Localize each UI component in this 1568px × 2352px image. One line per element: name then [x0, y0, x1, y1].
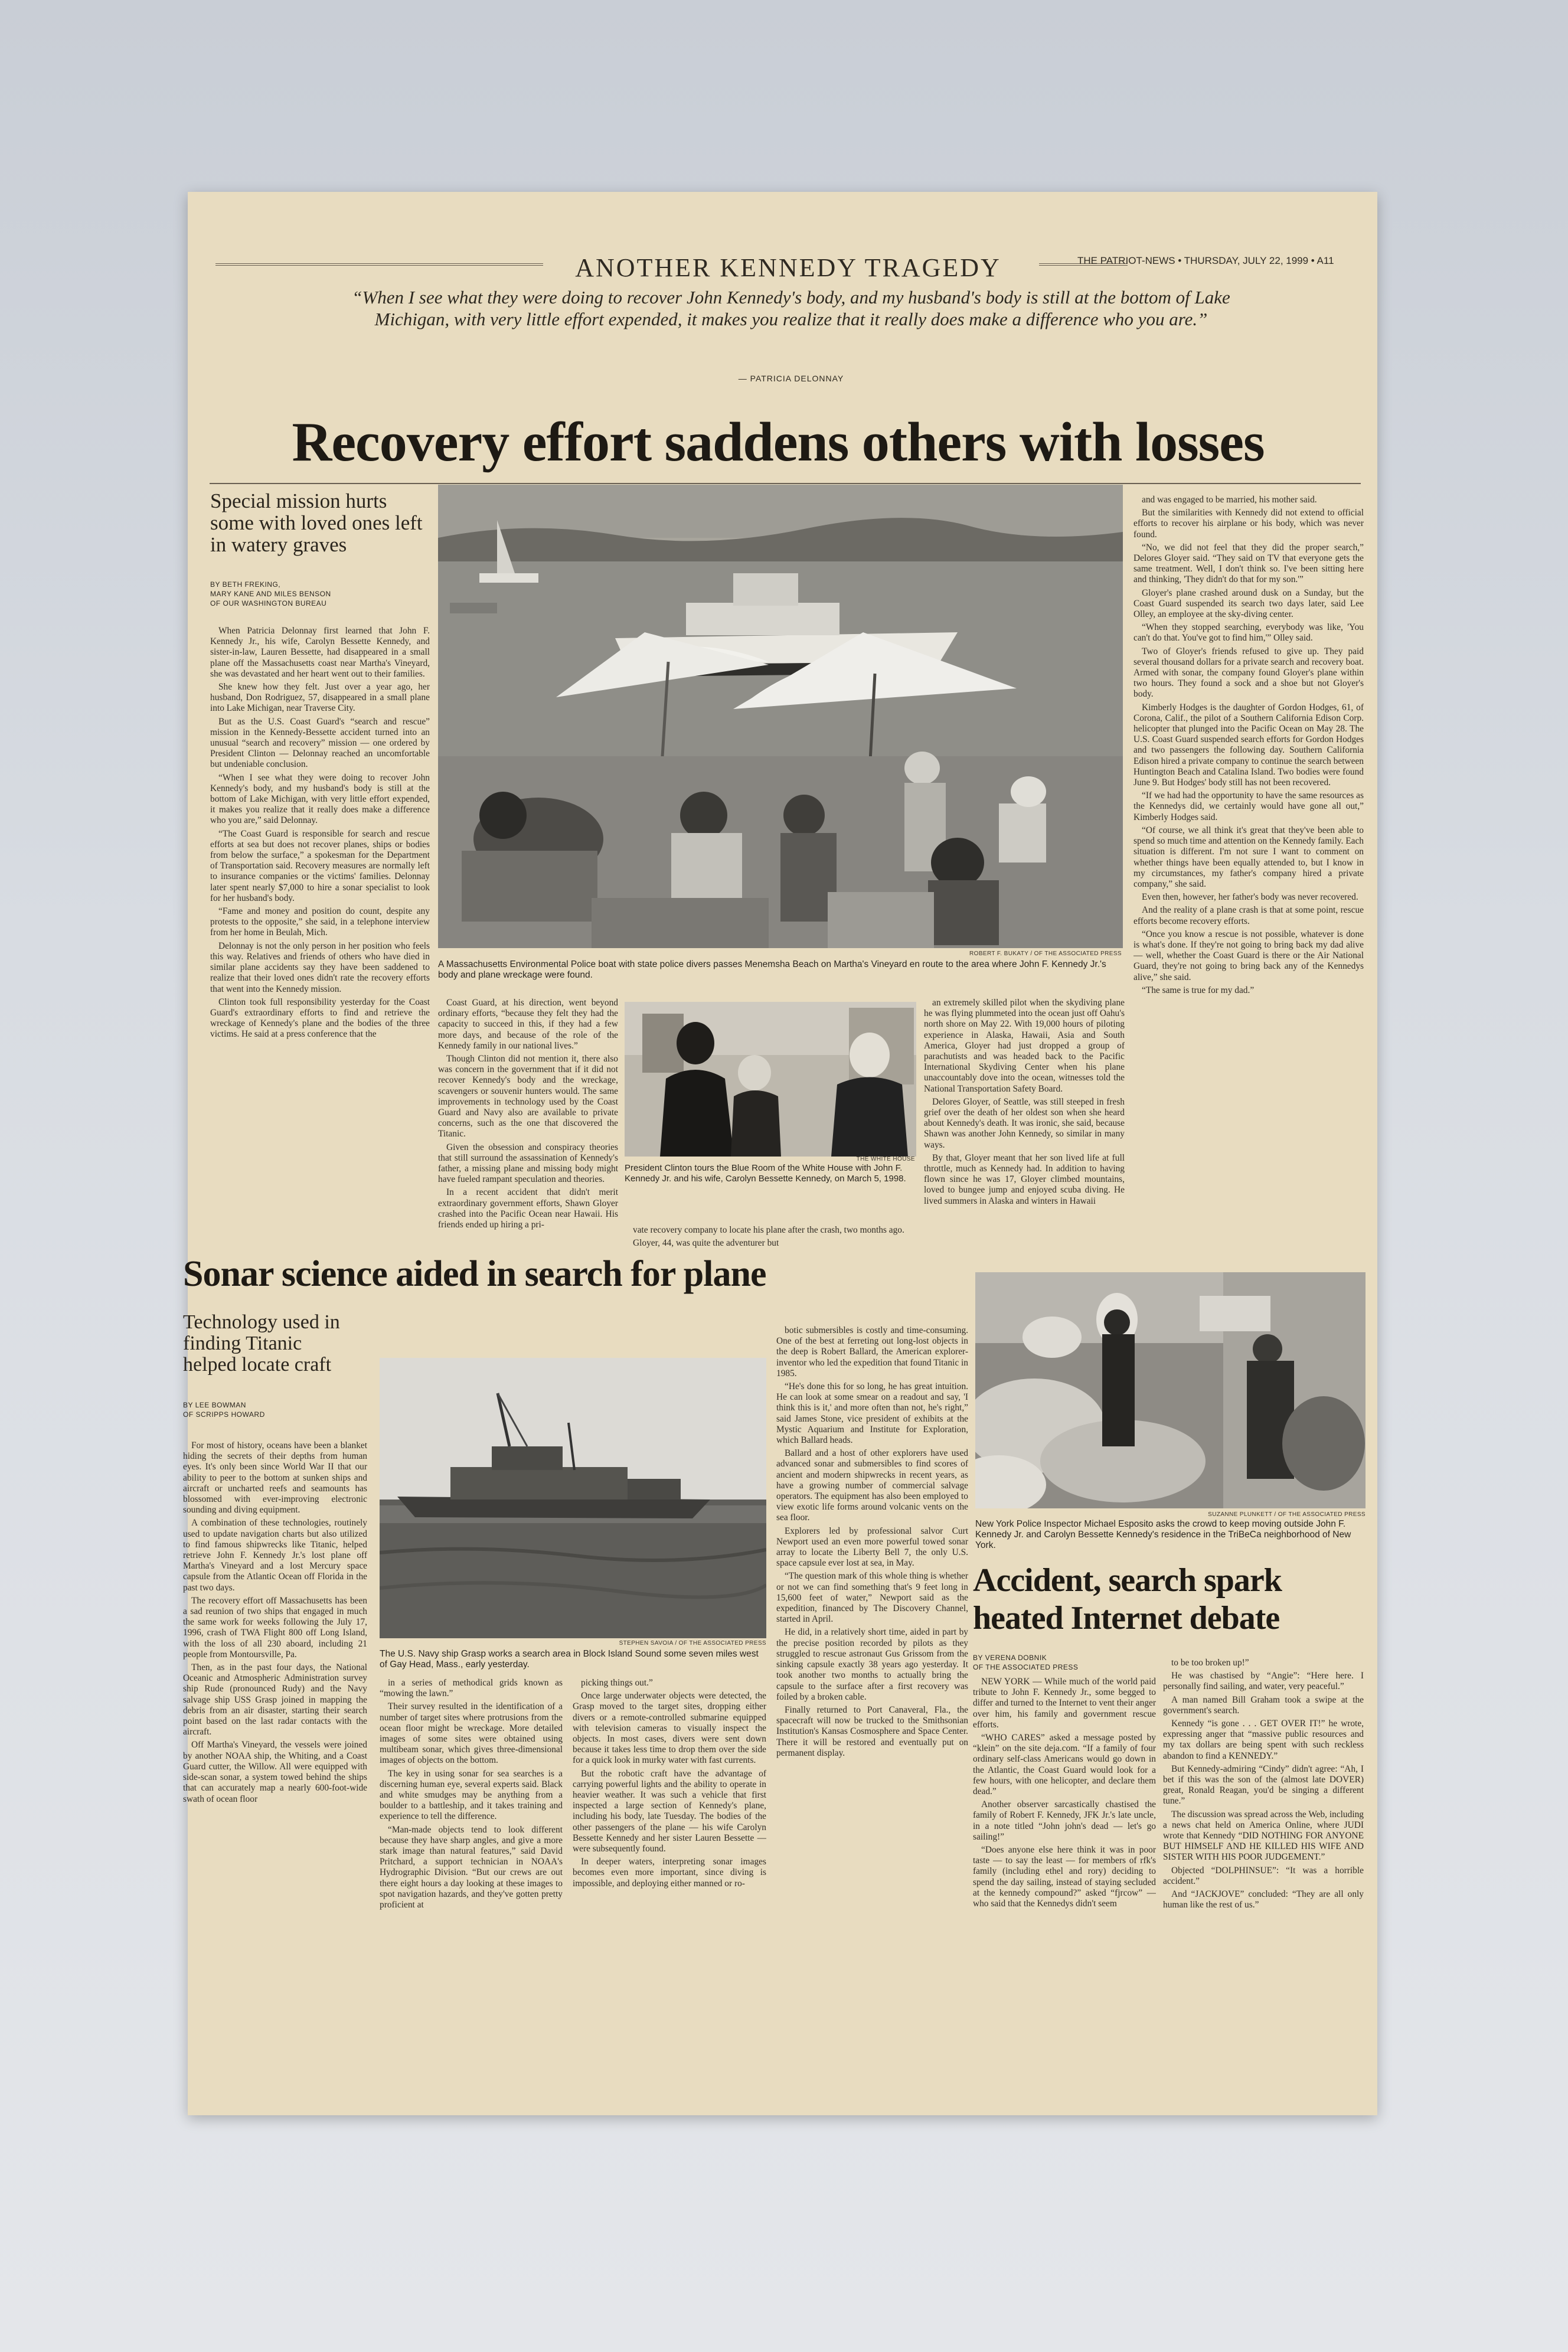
- body-paragraph: “Once you know a rescue is not possible, whatever is done is what's done. If they're not going to bring back my dad alive — well, whether the Coast Guard is there or the Air National Guard, they're not going to bring back any of the Kennedys alive,” she said.: [1133, 929, 1364, 982]
- body-paragraph: in a series of methodical grids known as “mowing the lawn.”: [380, 1678, 563, 1699]
- body-paragraph: In deeper waters, interpreting sonar images becomes even more important, since diving is impossible, and deploying either manned or ro-: [573, 1857, 766, 1889]
- body-paragraph: Ballard and a host of other explorers have used advanced sonar and submersibles to find scores of ancient and modern shipwrecks in recent years, as have a growing number of commercial salvage operators. The equipment has also been employed to view exotic life forms around volcanic vents on the sea floor.: [776, 1448, 968, 1523]
- byline-line: BY BETH FREKING,: [210, 580, 281, 589]
- banner-rule-left: [215, 263, 543, 266]
- headline-rule: [210, 483, 1361, 484]
- headline-line: heated Internet debate: [973, 1600, 1280, 1636]
- body-paragraph: She knew how they felt. Just over a year ago, her husband, Don Rodriguez, 57, disappeared in a small plane into Lake Michigan, near Traverse City.: [210, 682, 430, 714]
- story3-column-1: [973, 1677, 1156, 2054]
- story1-middle-column-3: [924, 998, 1125, 1263]
- story2-left-column: [183, 1440, 367, 2054]
- headline-internet-debate: [973, 1562, 1363, 1637]
- body-paragraph: “Man-made objects tend to look different because they have sharp angles, and give a more stark image than natural features,” said David Pritchard, a support technician in NOAA's Hydrographic Division. “But our crews are out there eight hours a day looking at these images to spot navigation hazards, and they've gotten pretty proficient at: [380, 1824, 563, 1910]
- body-paragraph: Even then, however, her father's body was never recovered.: [1142, 892, 1358, 903]
- body-paragraph: “Of course, we all think it's great that they've been able to spend so much time and attention on the Kennedy family. Each situation is different. I'm not sure I want to comment on whether things have been equally attended to, but I know in my circumstances, my father's company hired a private company,” she said.: [1133, 825, 1364, 889]
- photo1-credit: ROBERT F. BUKATY / OF THE ASSOCIATED PRESS: [969, 950, 1122, 957]
- body-paragraph: picking things out.”: [581, 1678, 653, 1688]
- body-paragraph: and was engaged to be married, his mother said.: [1142, 495, 1317, 505]
- story2-column-3: [573, 1678, 766, 2056]
- byline-line: BY LEE BOWMAN: [183, 1401, 246, 1409]
- page-folio: THE PATRIOT-NEWS • THURSDAY, JULY 22, 1999 • A11: [1077, 255, 1334, 266]
- story1-left-column: [210, 626, 430, 1266]
- body-paragraph: “The question mark of this whole thing is whether or not we can find something that's 9 feet long in 15,600 feet of water,” Newport said as the expedition, financed by The Discovery Channel, started in April.: [776, 1571, 968, 1625]
- story3-byline: [973, 1653, 1150, 1672]
- body-paragraph: “Fame and money and position do count, despite any protests to the opposite,” she said, in a telephone interview from her home in Beulah, Mich.: [210, 906, 430, 938]
- crowd-photo-credit: SUZANNE PLUNKETT / OF THE ASSOCIATED PRESS: [1208, 1511, 1366, 1518]
- body-paragraph: an extremely skilled pilot when the skydiving plane he was flying plummeted into the ocean just off Oahu's north shore on May 22. With 19,000 hours of piloting experience in Alaska, Hawaii, Asia and South America, Gloyer had just dropped a group of parachutists and was headed back to the Pacific International Skydiving Center when his plane unaccountably dove into the ocean, witnesses told the National Transportation Safety Board.: [924, 998, 1125, 1094]
- body-paragraph: He did, in a relatively short time, aided in part by the precise position recorded by pilots as they struggled to rescue astronaut Gus Grissom from the sinking capsule exactly 38 years ago yesterday. It took another two months to actually bring the capsule to the surface after a first recovery was foiled by a broken cable.: [776, 1627, 968, 1702]
- body-paragraph: Coast Guard, at his direction, went beyond ordinary efforts, “because they felt they had the capacity to succeed in this, if they had a few more days, and because of the role of the Kennedy family in our national lives.”: [438, 998, 618, 1051]
- body-paragraph: NEW YORK — While much of the world paid tribute to John F. Kennedy Jr., some begged to differ and turned to the Internet to vent their anger over him, his family and government rescue efforts.: [973, 1677, 1156, 1730]
- body-paragraph: And “JACKJOVE” concluded: “They are all only human like the rest of us.”: [1163, 1889, 1364, 1910]
- body-paragraph: Explorers led by professional salvor Curt Newport used an even more powerful towed sonar array to locate the Liberty Bell 7, the only U.S. space capsule ever lost at sea, in May.: [776, 1525, 968, 1569]
- body-paragraph: Delores Gloyer, of Seattle, was still steeped in fresh grief over the death of her oldest son when she heard about Kennedy's death. It was ironic, she said, because Shawn was another John Kennedy, so similar in many ways.: [924, 1096, 1125, 1150]
- story2-deck: Technology used in finding Titanic helped locate craft: [183, 1311, 340, 1376]
- body-paragraph: For most of history, oceans have been a blanket hiding the secrets of their depths from human eyes. It's only been since World War II that our ability to peer to the bottom at sunken ships and aircraft or uncharted reefs and seamounts has blossomed with ever-improving electronic sounding and diving equipment.: [183, 1440, 367, 1515]
- body-paragraph: But the robotic craft have the advantage of carrying powerful lights and the ability to operate in heavier weather. It was such a vehicle that first inspected a large section of Kennedy's plane, including his body, late Tuesday. The bodies of the other passengers of the plane — his wife Carolyn Bessette Kennedy and her sister Lauren Bessette — were subsequently found.: [573, 1768, 766, 1854]
- ship-photo-credit: STEPHEN SAVOIA / OF THE ASSOCIATED PRESS: [619, 1640, 766, 1647]
- body-paragraph: Finally returned to Port Canaveral, Fla., the spacecraft will now be trucked to the Smithsonian Institution's Kansas Cosmosphere and Space Center. There it will be restored and eventually put on permanent display.: [776, 1704, 968, 1758]
- boat-beach-photo: [438, 485, 1123, 948]
- body-paragraph: Given the obsession and conspiracy theories that still surround the assassination of Kennedy's father, a missing plane and missing body might have fueled rampant speculation and theories.: [438, 1142, 618, 1185]
- body-paragraph: “When I see what they were doing to recover John Kennedy's body, and my husband's body is still at the bottom of Lake Michigan, with very little effort expended, it makes you realize that it really does make a difference who you are,” said Delonnay.: [210, 772, 430, 826]
- body-paragraph: Two of Gloyer's friends refused to give up. They paid several thousand dollars for a private search and recovery boat. Armed with sonar, the company found Gloyer's plane within two hours. They found a sock and a shoe but not Gloyer's body.: [1133, 646, 1364, 700]
- body-paragraph: Then, as in the past four days, the National Oceanic and Atmospheric Administration survey ship Rude (pronounced Rudy) and the Navy salvage ship USS Grasp joined in mapping the debris from an air disaster, starting their search point based on the last radar contacts with the aircraft.: [183, 1662, 367, 1737]
- body-paragraph: A combination of these technologies, routinely used to update navigation charts but also utilized to find famous shipwrecks like Titanic, helped retrieve John F. Kennedy Jr.'s lost plane off Martha's Vineyard and a lost Mercury space capsule from the Atlantic Ocean off Florida in the past two days.: [183, 1518, 367, 1593]
- story2-column-2: [380, 1678, 563, 2056]
- pull-quote: “When I see what they were doing to recover John Kennedy's body, and my husband's body is still at the bottom of Lake Michigan, with very little effort expended, it makes you realize that it really does make a difference who you are.”: [352, 287, 1230, 329]
- body-paragraph: “No, we did not feel that they did the proper search,” Delores Gloyer said. “They said on TV that everyone gets the same treatment. Well, I don't think so. I've been sitting here and thinking, 'They didn't do that for my son.'”: [1133, 542, 1364, 585]
- body-paragraph: Off Martha's Vineyard, the vessels were joined by another NOAA ship, the Whiting, and a Coast Guard cutter, the Willow. All were equipped with side-scan sonar, a system towed behind the ships that can accurately map a nearly 600-foot-wide swath of ocean floor: [183, 1740, 367, 1804]
- body-paragraph: The discussion was spread across the Web, including a news chat held on America Online, where JUDI wrote that Kennedy “DID NOTHING FOR ANYONE BUT HIMSELF AND HE KILLED HIS WIFE AND SISTER WITH HIS POOR JUDGEMENT.”: [1163, 1809, 1364, 1863]
- byline-line: MARY KANE AND MILES BENSON: [210, 590, 331, 598]
- story1-byline: [210, 580, 430, 608]
- body-paragraph: “He's done this for so long, he has great intuition. He can look at some smear on a readout and say, 'I think this is it,' and more often than not, he's right,” said James Stone, vice president of exhibits at the Mystic Aquarium and Institute for Exploration, which Ballard heads.: [776, 1381, 968, 1446]
- body-paragraph: He was chastised by “Angie”: “Here here. I personally find sailing, and water, very peaceful.”: [1163, 1671, 1364, 1692]
- photo1-caption: A Massachusetts Environmental Police boat with state police divers passes Menemsha Beach on Martha's Vineyard en route to the area where John F. Kennedy Jr.'s body and plane wreckage were found.: [438, 959, 1106, 980]
- body-paragraph: “The Coast Guard is responsible for search and rescue efforts at sea but does not recover planes, ships or bodies from below the surface,” a spokesman for the Department of Transportation said. Recovery measures are normally left to insurance companies or the victims' families. Delonnay later spent nearly $7,000 to hire a sonar specialist to look for her husband's body.: [210, 828, 430, 903]
- body-paragraph: And the reality of a plane crash is that at some point, rescue efforts become recovery efforts.: [1133, 905, 1364, 926]
- body-paragraph: When Patricia Delonnay first learned that John F. Kennedy Jr., his wife, Carolyn Bessette Kennedy, and sister-in-law, Lauren Bessette, had disappeared in a small plane off the Massachusetts coast near Martha's Vineyard, she was devastated and her heart went out to their families.: [210, 626, 430, 679]
- body-paragraph: botic submersibles is costly and time-consuming. One of the best at ferreting out long-lost objects in the deep is Robert Ballard, the American explorer-inventor who led the expedition that found Titanic in 1985.: [776, 1325, 968, 1378]
- story1-middle-column-1: [438, 998, 618, 1257]
- body-paragraph: Kimberly Hodges is the daughter of Gordon Hodges, 61, of Corona, Calif., the pilot of a Southern California Edison Corp. helicopter that plunged into the Pacific Ocean on May 28. The U.S. Coast Guard suspended search efforts for Gordon Hodges and two passengers the following day. Southern California Edison hired a private company to continue the search between Huntington Beach and Catalina Island. Two bodies were found June 9. But Hodges' body still has not been recovered.: [1133, 702, 1364, 788]
- story1-right-column: [1133, 495, 1364, 1262]
- white-house-photo: [625, 1002, 916, 1157]
- white-house-photo-credit: THE WHITE HOUSE: [856, 1156, 915, 1162]
- body-paragraph: Delonnay is not the only person in her position who feels this way. Relatives and friends of others who have died in similar plane accidents say they have been saddened to realize that their loved ones didn't rate the recovery efforts that went into the Kennedy mission.: [210, 940, 430, 994]
- body-paragraph: “Does anyone else here think it was in poor taste — to say the least — for members of rfk's family (including ethel and rory) deciding to spend the day sailing, instead of staying secluded at the kennedy compound?” asked “fjrcow” — who said that the Kennedys didn't seem: [973, 1845, 1156, 1909]
- body-paragraph: “The same is true for my dad.”: [1142, 985, 1255, 995]
- story2-column-4: [776, 1325, 968, 2056]
- body-paragraph: “WHO CARES” asked a message posted by “klein” on the site deja.com. “If a family of four ordinary self-class Americans would go down in the Atlantic, the Coast Guard would look for a few hours, with one helicopter, and declare them dead.”: [973, 1733, 1156, 1797]
- body-paragraph: Another observer sarcastically chastised the family of Robert F. Kennedy, JFK Jr.'s late uncle, in a note titled “John john's dead — let's go sailing!”: [973, 1799, 1156, 1842]
- body-paragraph: But as the U.S. Coast Guard's “search and rescue” mission in the Kennedy-Bessette accident turned into an unusual “search and recovery” mission — one ordered by President Clinton — Delonnay reached an uncomfortable but undeniable conclusion.: [210, 716, 430, 770]
- byline-line: OF THE ASSOCIATED PRESS: [973, 1663, 1079, 1671]
- pull-quote-source: — PATRICIA DELONNAY: [738, 374, 844, 383]
- body-paragraph: Gloyer's plane crashed around dusk on a Sunday, but the Coast Guard suspended its search two days later, said Lee Olley, an employee at the sky-diving center.: [1133, 587, 1364, 620]
- body-paragraph: In a recent accident that didn't merit extraordinary government efforts, Shawn Gloyer crashed into the Pacific Ocean near Hawaii. His friends ended up hiring a pri-: [438, 1187, 618, 1230]
- ship-photo-caption: The U.S. Navy ship Grasp works a search area in Block Island Sound some seven miles west of Gay Head, Mass., early yesterday.: [380, 1649, 759, 1670]
- body-paragraph: A man named Bill Graham took a swipe at the government's search.: [1163, 1694, 1364, 1716]
- crowd-photo: [975, 1272, 1366, 1508]
- byline-line: BY VERENA DOBNIK: [973, 1654, 1047, 1662]
- body-paragraph: Clinton took full responsibility yesterday for the Coast Guard's extraordinary efforts to find and retrieve the wreckage of Kennedy's plane and the bodies of the three victims. He said at a press conference that the: [210, 997, 430, 1040]
- body-paragraph: vate recovery company to locate his plane after the crash, two months ago.: [633, 1225, 904, 1235]
- story3-column-2: [1163, 1658, 1364, 2054]
- headline-line: Accident, search spark: [973, 1562, 1282, 1599]
- body-paragraph: The recovery effort off Massachusetts has been a sad reunion of two ships that engaged in much the same work for weeks following the July 17, 1996, crash of TWA Flight 800 off Long Island, with the loss of all 230 aboard, including 21 people from Montoursville, Pa.: [183, 1595, 367, 1660]
- body-paragraph: Once large underwater objects were detected, the Grasp moved to the target sites, dropping either divers or a remote-controlled submarine equipped with television cameras to visually inspect the objects. In most cases, divers were sent down because it takes less time to drop them over the side for a quick look in murky water with fast currents.: [573, 1691, 766, 1766]
- section-banner: ANOTHER KENNEDY TRAGEDY: [575, 253, 1001, 282]
- white-house-photo-caption: President Clinton tours the Blue Room of the White House with John F. Kennedy Jr. and his wife, Carolyn Bessette Kennedy, on March 5, 1998.: [625, 1163, 906, 1184]
- body-paragraph: Their survey resulted in the identification of a number of target sites where protrusions from the ocean floor might be wreckage. More detailed images of some sites were obtained using multibeam sonar, which gives three-dimensional images of objects on the bottom.: [380, 1701, 563, 1766]
- body-paragraph: But Kennedy-admiring “Cindy” didn't agree: “Ah, I bet if this was the son of the (almost late DOVER) great, Ronald Reagan, you'd be singing a different tune.”: [1163, 1763, 1364, 1807]
- body-paragraph: “If we had had the opportunity to have the same resources as the Kennedys did, we certainly would have gone all out,” Kimberly Hodges said.: [1133, 790, 1364, 822]
- byline-line: OF OUR WASHINGTON BUREAU: [210, 599, 327, 607]
- body-paragraph: By that, Gloyer meant that her son lived life at full throttle, much as Kennedy had. In addition to having flown since he was 17, Gloyer climbed mountains, loved to bungee jump and enjoyed scuba diving. He lived summers in Alaska and winters in Hawaii: [924, 1152, 1125, 1206]
- body-paragraph: “When they stopped searching, everybody was like, 'You can't do that. You've got to find him,'” Olley said.: [1133, 622, 1364, 643]
- headline-sonar-science: Sonar science aided in search for plane: [183, 1254, 766, 1294]
- story1-deck: Special mission hurts some with loved ones left in watery graves: [210, 489, 423, 556]
- body-paragraph: to be too broken up!”: [1171, 1658, 1249, 1668]
- body-paragraph: Though Clinton did not mention it, there also was concern in the government that if it did not recover Kennedy's body and the wreckage, scavengers or souvenir hunters would. The same improvements in technology used by the Coast Guard and Navy also are available to private concerns, such as the one that discovered the Titanic.: [438, 1054, 618, 1139]
- story2-byline: [183, 1400, 360, 1419]
- body-paragraph: Gloyer, 44, was quite the adventurer but: [633, 1238, 779, 1249]
- body-paragraph: But the similarities with Kennedy did not extend to official efforts to recover his airplane or his body, which was never found.: [1133, 508, 1364, 540]
- navy-ship-photo: [380, 1358, 766, 1638]
- headline-recovery-effort: Recovery effort saddens others with losses: [292, 411, 1265, 473]
- body-paragraph: The key in using sonar for sea searches is a discerning human eye, several experts said. Black and white smudges may be anything from a boulder to a battleship, and it takes training and experience to tell the difference.: [380, 1768, 563, 1822]
- crowd-photo-caption: New York Police Inspector Michael Esposito asks the crowd to keep moving outside John F. Kennedy Jr. and Carolyn Bessette Kennedy's residence in the TriBeCa neighborhood of New York.: [975, 1519, 1351, 1550]
- body-paragraph: Kennedy “is gone . . . GET OVER IT!” he wrote, expressing anger that “massive public resources and my tax dollars are being spent with such reckless abandon to find a KENNEDY.”: [1163, 1719, 1364, 1761]
- byline-line: OF SCRIPPS HOWARD: [183, 1410, 265, 1419]
- body-paragraph: Objected “DOLPHINSUE”: “It was a horrible accident.”: [1163, 1865, 1364, 1886]
